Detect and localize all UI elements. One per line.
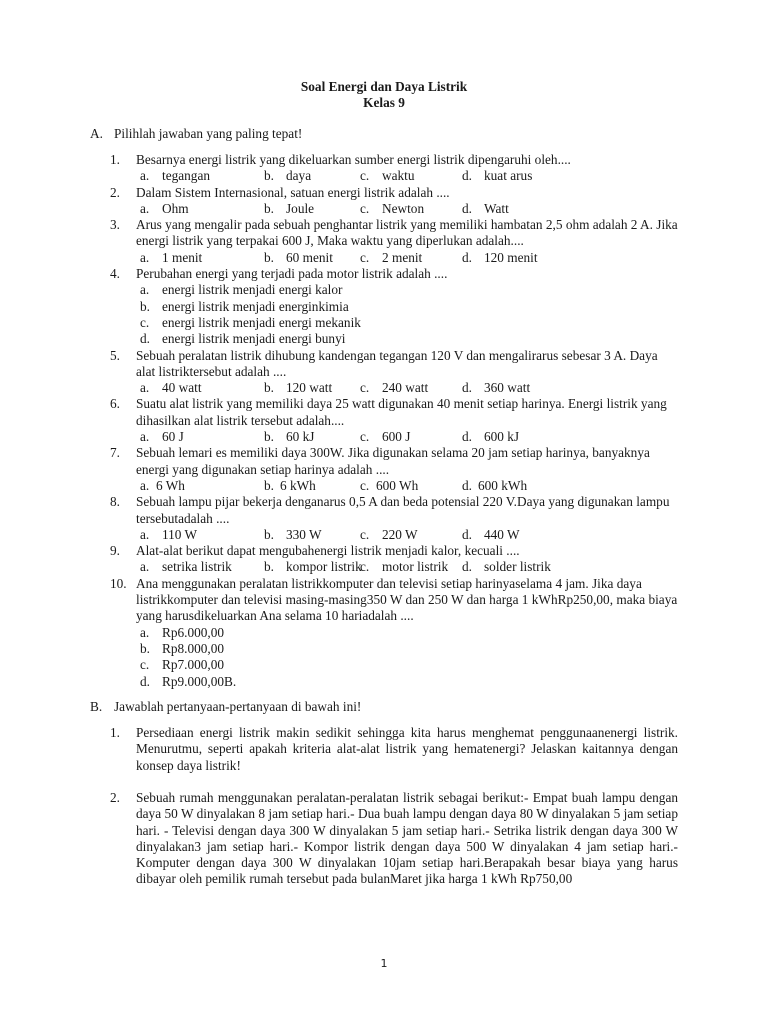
option-text: 600 kJ [484,429,520,445]
answer-option [360,250,422,266]
option-text: kompor listrik [286,559,362,575]
option-letter: a. [140,168,150,184]
question-number: 5. [110,347,120,363]
option-text: 600 kWh [478,477,528,493]
option-text: 110 W [162,526,198,542]
section-a-letter: A. [90,126,103,141]
option-letter: b. [140,640,150,656]
option-letter: a. [140,380,150,396]
option-text: daya [286,168,312,184]
question-10 [110,576,678,690]
question-2 [110,185,678,218]
option-letter: c. [140,657,150,673]
section-b-heading [90,699,361,715]
answer-option [360,478,418,494]
answer-option [264,380,332,396]
section-b-text: Jawablah pertanyaan-pertanyaan di bawah ini! [114,699,362,714]
answer-option [360,380,428,396]
option-letter: d. [462,168,472,184]
option-letter: a. [140,282,150,298]
option-letter: d. [140,331,150,347]
option-letter: c. [140,314,150,330]
answer-option [110,641,678,657]
option-letter: c. [360,477,370,493]
answer-option [360,201,424,217]
option-letter: a. [140,624,150,640]
option-text: 60 J [162,429,184,445]
answer-option [264,201,314,217]
question-text: Dalam Sistem Internasional, satuan energi listrik adalah .... [136,184,450,200]
question-number: 8. [110,494,120,510]
option-text: energi listrik menjadi energi mekanik [162,314,361,330]
document-title: Soal Energi dan Daya Listrik [300,79,468,94]
option-text: 60 kJ [286,429,315,445]
question-text: Sebuah lemari es memiliki daya 300W. Jika digunakan selama 20 jam setiap harinya, banyaknya energi yang digunakan setiap harinya adalah .... [136,445,650,477]
section-a-heading [90,126,302,142]
answer-option [110,299,678,315]
question-9 [110,543,678,576]
question-7 [110,445,678,494]
option-text: kuat arus [484,168,533,184]
question-text: Suatu alat listrik yang memiliki daya 25 watt digunakan 40 menit setiap harinya. Energi listrik yang dihasilkan alat listrik tersebut adalah.... [136,396,667,428]
option-letter: b. [264,380,274,396]
option-text: energi listrik menjadi energi bunyi [162,331,346,347]
question-text: Besarnya energi listrik yang dikeluarkan sumber energi listrik dipengaruhi oleh.... [136,152,571,167]
option-text: 1 menit [162,249,203,265]
option-text: Rp8.000,00 [162,640,225,656]
option-letter: d. [462,477,472,493]
option-text: 120 watt [286,380,333,396]
option-letter: d. [462,526,472,542]
answer-option [264,250,333,266]
essay-number: 1. [110,725,120,740]
question-number: 7. [110,445,120,461]
answer-option [360,559,448,575]
option-text: Joule [286,200,315,216]
question-text: Sebuah peralatan listrik dihubung kandengan tegangan 120 V dan mengalirarus sebesar 3 A. Daya alat listriktersebut adalah .... [136,347,658,379]
answer-option [360,429,410,445]
question-8 [110,494,678,543]
option-letter: a. [140,559,150,575]
question-number: 10. [110,575,127,591]
option-text: setrika listrik [162,559,232,575]
answer-option [110,282,678,298]
option-letter: c. [360,429,370,445]
answer-option [264,559,362,575]
answer-option [360,168,415,184]
question-text: Alat-alat berikut dapat mengubahenergi listrik menjadi kalor, kecuali .... [136,543,520,559]
option-text: 600 Wh [376,477,419,493]
option-text: Ohm [162,200,189,216]
answer-option [140,168,210,184]
question-1 [110,152,678,185]
document-subtitle: Kelas 9 [363,95,405,110]
option-letter: d. [462,200,472,216]
option-text: Watt [484,200,509,216]
question-6 [110,396,678,445]
option-letter: b. [140,298,150,314]
option-text: 440 W [484,526,520,542]
essay-number: 2. [110,790,120,805]
section-a-text: Pilihlah jawaban yang paling tepat! [114,126,303,141]
question-text: Ana menggunakan peralatan listrikkomputer dan televisi setiap harinyaselama 4 jam. Jika daya listrikkomputer dan televisi masing-masing350 W dan 250 W dan harga 1 kWhRp250,00, maka biaya yang harusdikeluarkan Ana selama 10 hariadalah .... [136,575,678,624]
option-letter: c. [360,249,370,265]
option-letter: c. [360,380,370,396]
answer-option [462,478,527,494]
question-3 [110,217,678,266]
section-b-letter: B. [90,699,103,714]
question-text: Arus yang mengalir pada sebuah penghantar listrik yang memiliki hambatan 2,5 ohm adalah 2 A. Jika energi listrik yang terpakai 600 J, Maka waktu yang diperlukan adalah.... [136,217,678,249]
answer-option [462,429,519,445]
option-letter: b. [264,429,274,445]
question-number: 3. [110,217,120,233]
option-letter: a. [140,249,150,265]
essay-text: Sebuah rumah menggunakan peralatan-peralatan listrik sebagai berikut:- Empat buah lampu dengan daya 50 W dinyalakan 8 jam setiap hari.- Dua buah lampu dengan daya 80 W dinyalakan 5 jam setiap hari. - Televisi dengan daya 300 W dinyalakan 5 jam setiap hari.- Setrika listrik dengan daya 300 W dinyalakan3 jam setiap hari.- Kompor listrik dengan daya 500 W dinyalakan 4 jam setiap hari.- Komputer dengan daya 300 W dinyalakan 10jam setiap hari.Berapakah besar biaya yang harus dibayar oleh pemilik rumah tersebut pada bulanMaret jika harga 1 kWh Rp750,00 [136,790,678,887]
answer-option [264,429,314,445]
option-text: 60 menit [286,249,333,265]
option-letter: c. [360,559,370,575]
answer-option [360,527,418,543]
question-text: Sebuah lampu pijar bekerja denganarus 0,5 A dan beda potensial 220 V.Daya yang digunakan lampu tersebutadalah .... [136,494,670,526]
question-5 [110,348,678,397]
option-letter: b. [264,168,274,184]
answer-option [110,315,678,331]
option-letter: a. [140,429,150,445]
option-letter: d. [140,673,150,689]
answer-option [140,478,185,494]
option-text: Rp6.000,00 [162,624,225,640]
essay-question-2 [110,790,678,888]
answer-option [462,380,530,396]
option-text: solder listrik [484,559,551,575]
question-number: 1. [110,152,120,167]
answer-option [140,201,189,217]
question-number: 6. [110,396,120,412]
answer-option [140,559,232,575]
option-letter: d. [462,249,472,265]
question-4 [110,266,678,347]
answer-option [110,625,678,641]
option-text: 40 watt [162,380,202,396]
option-text: 6 Wh [156,477,185,493]
option-text: 330 W [286,526,322,542]
answer-option [264,527,322,543]
question-text: Perubahan energi yang terjadi pada motor listrik adalah .... [136,266,448,282]
essay-text: Persediaan energi listrik makin sedikit sehingga kita harus menghemat penggunaanenergi listrik. Menurutmu, seperti apakah kriteria alat-alat listrik yang hematenergi? Jelaskan kaitannya dengan konsep daya listrik! [136,725,678,773]
option-text: Newton [382,200,425,216]
answer-option [462,201,509,217]
option-text: 360 watt [484,380,531,396]
option-text: 600 J [382,429,411,445]
answer-option [140,429,184,445]
option-letter: b. [264,249,274,265]
question-number: 4. [110,266,120,282]
option-letter: b. [264,200,274,216]
question-number: 9. [110,543,120,559]
option-letter: a. [140,200,150,216]
option-text: Rp9.000,00B. [162,673,237,689]
option-text: 2 menit [382,249,423,265]
option-text: 240 watt [382,380,429,396]
answer-option [462,527,520,543]
question-number: 2. [110,184,120,200]
option-letter: a. [140,526,150,542]
answer-option [110,331,678,347]
option-letter: b. [264,559,274,575]
answer-option [140,380,202,396]
answer-option [462,168,532,184]
option-text: 220 W [382,526,418,542]
option-letter: d. [462,429,472,445]
essay-question-1 [110,725,678,774]
option-text: 6 kWh [280,477,316,493]
option-letter: c. [360,200,370,216]
option-text: 120 menit [484,249,538,265]
option-text: waktu [382,168,415,184]
answer-option [110,674,678,690]
option-text: tegangan [162,168,210,184]
option-letter: a. [140,477,150,493]
answer-option [264,478,316,494]
multiple-choice-list [110,152,678,690]
page-number: 1 [380,957,388,970]
option-text: energi listrik menjadi energinkimia [162,298,349,314]
option-text: motor listrik [382,559,449,575]
option-letter: c. [360,526,370,542]
answer-option [264,168,311,184]
answer-option [462,559,551,575]
option-text: Rp7.000,00 [162,657,225,673]
option-letter: b. [264,526,274,542]
answer-option [462,250,538,266]
answer-option [140,527,197,543]
answer-option [140,250,202,266]
option-letter: d. [462,559,472,575]
option-letter: b. [264,477,274,493]
option-letter: c. [360,168,370,184]
option-text: energi listrik menjadi energi kalor [162,282,343,298]
answer-option [110,657,678,673]
option-letter: d. [462,380,472,396]
